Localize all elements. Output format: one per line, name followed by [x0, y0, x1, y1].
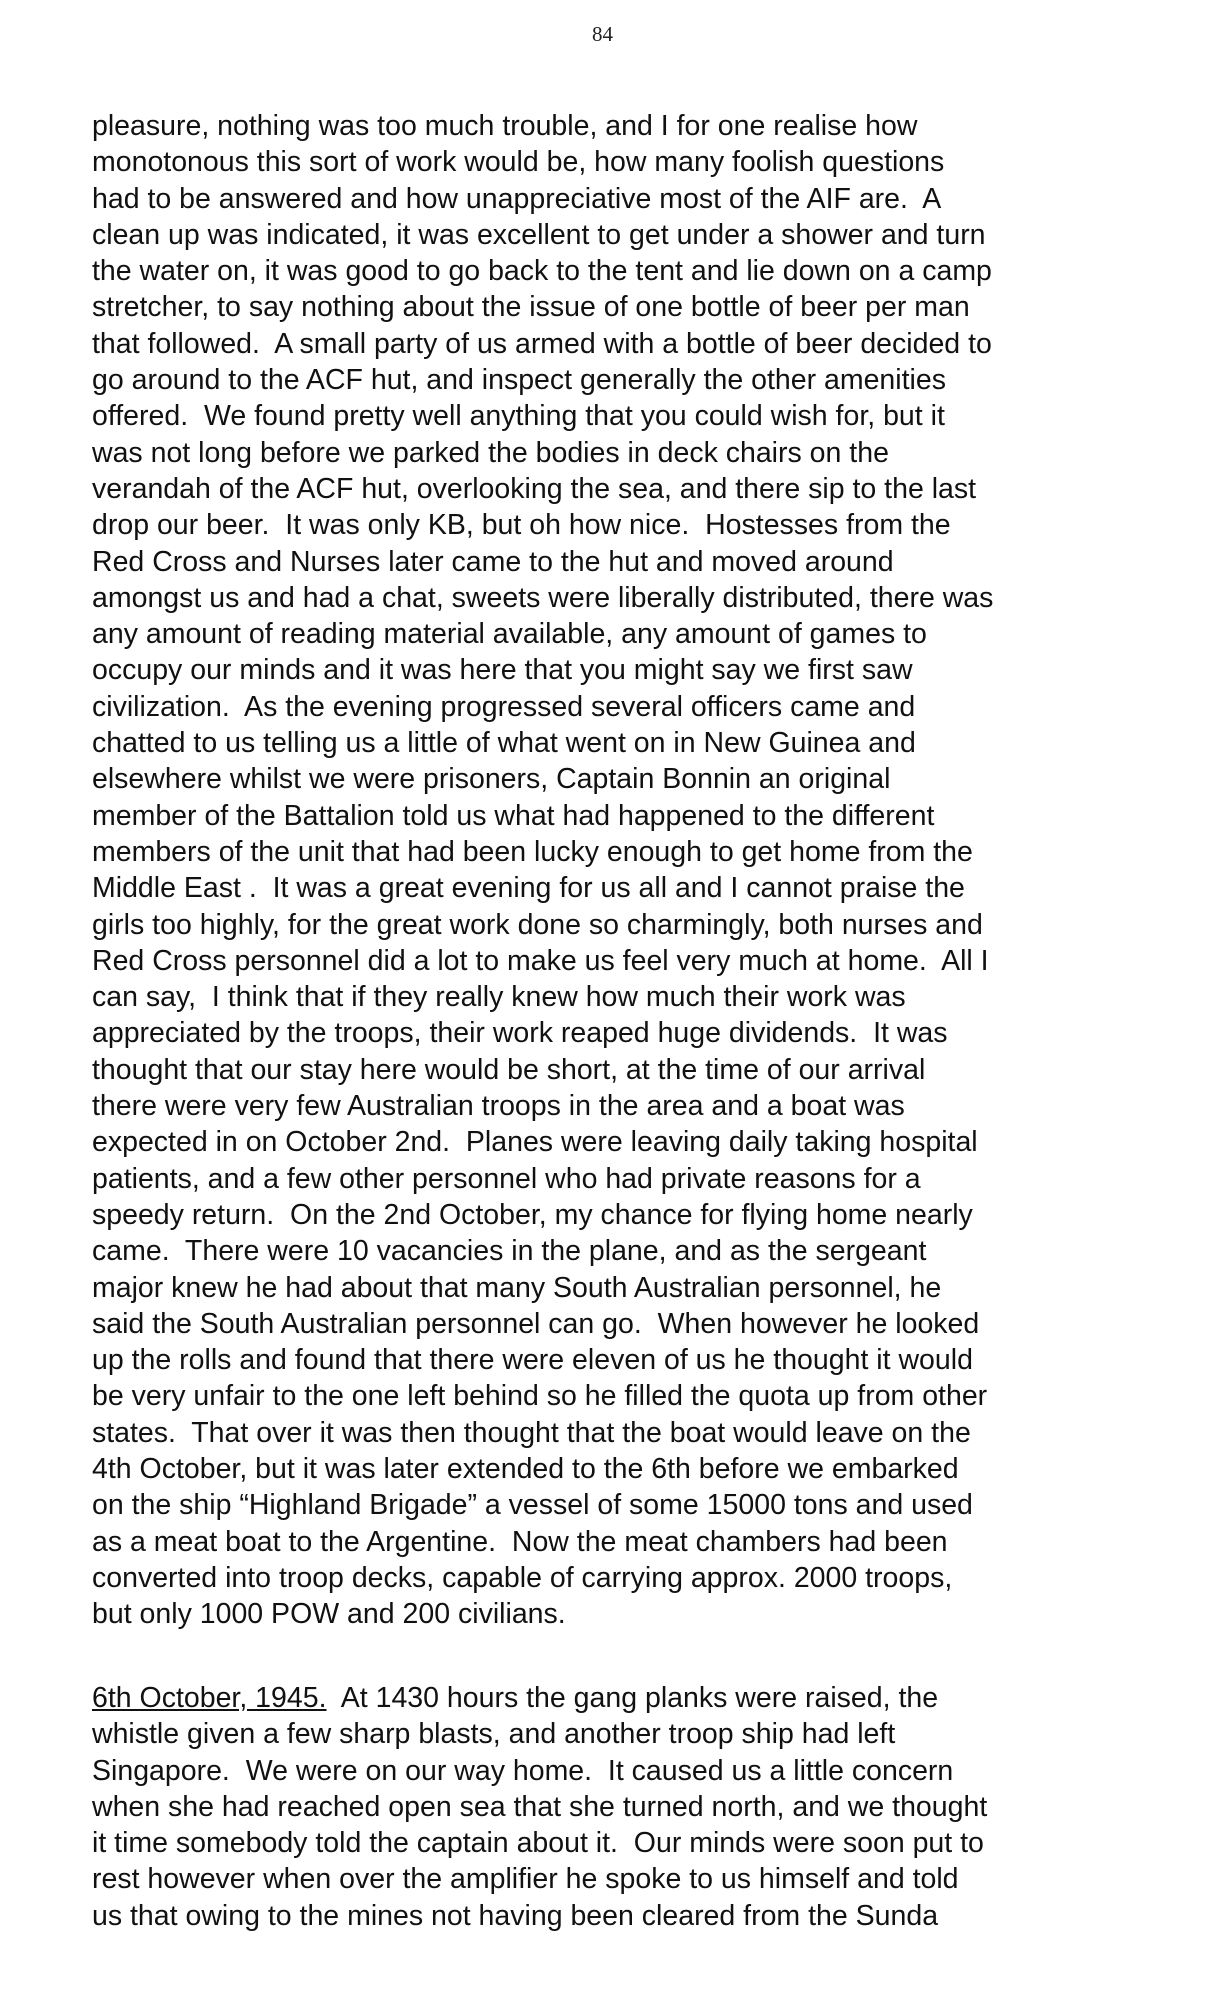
- text-line: Singapore. We were on our way home. It caused us a little concern: [92, 1754, 954, 1787]
- paragraph-two-first-line-text: At 1430 hours the gang planks were raised, the: [326, 1682, 939, 1714]
- text-line: chatted to us telling us a little of what went on in New Guinea and: [92, 727, 916, 760]
- text-line: 4th October, but it was later extended to the 6th before we embarked: [92, 1452, 959, 1485]
- text-line: Red Cross and Nurses later came to the hut and moved around: [92, 545, 894, 578]
- text-line: amongst us and had a chat, sweets were liberally distributed, there was: [92, 581, 994, 614]
- text-line: whistle given a few sharp blasts, and another troop ship had left: [92, 1718, 896, 1751]
- text-line: it time somebody told the captain about it. Our minds were soon put to: [92, 1827, 984, 1860]
- page-number: 84: [592, 22, 613, 46]
- text-line: on the ship “Highland Brigade” a vessel of some 15000 tons and used: [92, 1489, 973, 1522]
- text-line: offered. We found pretty well anything that you could wish for, but it: [92, 400, 945, 433]
- text-line: girls too highly, for the great work done so charmingly, both nurses and: [92, 908, 983, 941]
- text-line: Middle East . It was a great evening for us all and I cannot praise the: [92, 872, 965, 905]
- text-line: patients, and a few other personnel who had private reasons for a: [92, 1162, 921, 1195]
- text-line: members of the unit that had been lucky enough to get home from the: [92, 835, 973, 868]
- text-line: civilization. As the evening progressed several officers came and: [92, 690, 916, 723]
- text-line: monotonous this sort of work would be, how many foolish questions: [92, 146, 945, 179]
- paragraph-two-lines: [92, 1716, 1132, 1934]
- text-line: occupy our minds and it was here that you might say we first saw: [92, 654, 913, 687]
- date-heading: 6th October, 1945.: [92, 1682, 327, 1714]
- text-line: appreciated by the troops, their work reaped huge dividends. It was: [92, 1017, 948, 1050]
- text-line: us that owing to the mines not having been cleared from the Sunda: [92, 1899, 939, 1932]
- text-line: there were very few Australian troops in the area and a boat was: [92, 1090, 905, 1123]
- text-line: can say, I think that if they really knew how much their work was: [92, 981, 906, 1014]
- paragraph-two-first-line: [92, 1680, 1132, 1716]
- text-line: stretcher, to say nothing about the issue of one bottle of beer per man: [92, 291, 970, 324]
- text-line: up the rolls and found that there were eleven of us he thought it would: [92, 1344, 973, 1377]
- text-line: that followed. A small party of us armed with a bottle of beer decided to: [92, 327, 992, 360]
- text-line: be very unfair to the one left behind so he filled the quota up from other: [92, 1380, 988, 1413]
- text-line: go around to the ACF hut, and inspect generally the other amenities: [92, 364, 946, 397]
- text-line: but only 1000 POW and 200 civilians.: [92, 1598, 566, 1631]
- text-line: member of the Battalion told us what had happened to the different: [92, 799, 935, 832]
- text-line: verandah of the ACF hut, overlooking the sea, and there sip to the last: [92, 472, 977, 505]
- text-line: rest however when over the amplifier he spoke to us himself and told: [92, 1863, 959, 1896]
- paragraph-two: [92, 1680, 1132, 1934]
- text-line: came. There were 10 vacancies in the plane, and as the sergeant: [92, 1235, 927, 1268]
- text-line: said the South Australian personnel can go. When however he looked: [92, 1307, 980, 1340]
- text-line: elsewhere whilst we were prisoners, Captain Bonnin an original: [92, 763, 891, 796]
- text-line: speedy return. On the 2nd October, my chance for flying home nearly: [92, 1198, 973, 1231]
- text-line: Red Cross personnel did a lot to make us feel very much at home. All I: [92, 944, 989, 977]
- text-line: converted into troop decks, capable of carrying approx. 2000 troops,: [92, 1561, 953, 1594]
- text-line: had to be answered and how unappreciative most of the AIF are. A: [92, 182, 942, 215]
- text-line: was not long before we parked the bodies in deck chairs on the: [92, 436, 889, 469]
- text-line: states. That over it was then thought that the boat would leave on the: [92, 1416, 971, 1449]
- text-line: expected in on October 2nd. Planes were leaving daily taking hospital: [92, 1126, 978, 1159]
- text-line: major knew he had about that many South Australian personnel, he: [92, 1271, 942, 1304]
- text-line: any amount of reading material available, any amount of games to: [92, 618, 927, 651]
- text-line: thought that our stay here would be short, at the time of our arrival: [92, 1053, 926, 1086]
- text-line: drop our beer. It was only KB, but oh how nice. Hostesses from the: [92, 509, 951, 542]
- text-line: pleasure, nothing was too much trouble, and I for one realise how: [92, 110, 918, 142]
- paragraph-one: [92, 108, 1132, 1632]
- text-line: when she had reached open sea that she turned north, and we thought: [92, 1790, 988, 1823]
- text-line: the water on, it was good to go back to the tent and lie down on a camp: [92, 255, 992, 288]
- text-line: as a meat boat to the Argentine. Now the meat chambers had been: [92, 1525, 948, 1558]
- text-line: clean up was indicated, it was excellent to get under a shower and turn: [92, 218, 986, 251]
